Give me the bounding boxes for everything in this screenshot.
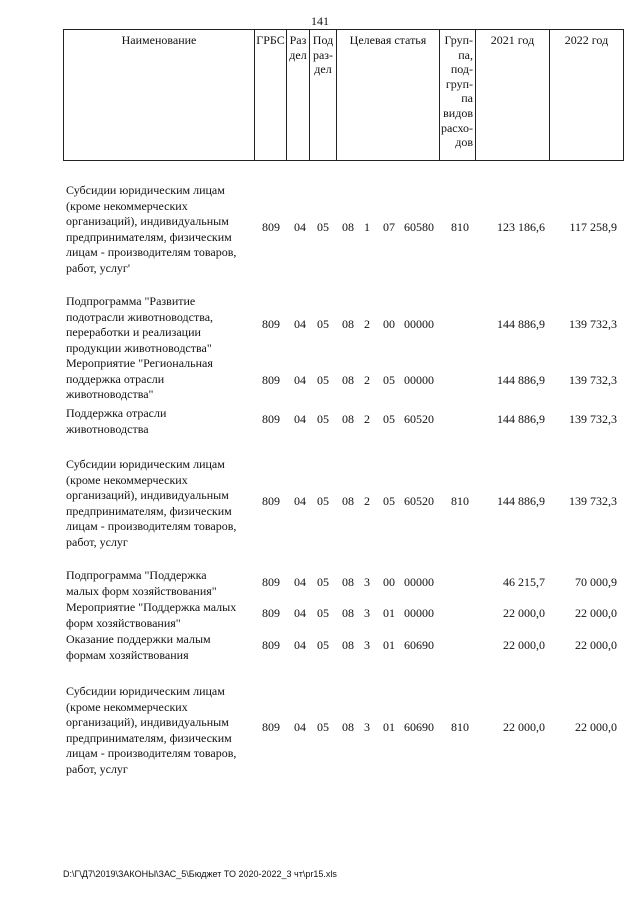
cell-s2022: 117 258,9: [569, 220, 617, 234]
cell-rz: 04: [294, 494, 306, 508]
cell-grbs: 809: [262, 220, 280, 234]
row-name: Субсидии юридическим лицам (кроме некоммерческих организаций), индивидуальным предпринимателям, физическим лицам - производителям товаров, работ, услуг: [66, 684, 237, 776]
cell-rz: 04: [294, 317, 306, 331]
cell-t2: 2: [364, 317, 370, 331]
row-name: Субсидии юридическим лицам (кроме некоммерческих организаций), индивидуальным предпринимателям, физическим лицам - производителям товаров, работ, услуг: [66, 457, 237, 549]
header-2021: 2021 год: [476, 30, 550, 160]
cell-s2021: 46 215,7: [503, 575, 545, 589]
cell-s2022: 139 732,3: [569, 373, 617, 387]
cell-pr: 05: [317, 638, 329, 652]
cell-s2022: 22 000,0: [575, 720, 617, 734]
cell-pr: 05: [317, 720, 329, 734]
cell-pr: 05: [317, 575, 329, 589]
cell-pr: 05: [317, 412, 329, 426]
cell-pr: 05: [317, 606, 329, 620]
cell-rz: 04: [294, 220, 306, 234]
cell-grbs: 809: [262, 575, 280, 589]
cell-s2022: 22 000,0: [575, 606, 617, 620]
cell-vr: 810: [451, 220, 469, 234]
file-path-footer: D:\Г\Д7\2019\ЗАКОНЫ\ЗАС_5\Бюджет ТО 2020-2022_3 чт\pr15.xls: [63, 869, 337, 879]
cell-rz: 04: [294, 575, 306, 589]
cell-t1: 08: [342, 606, 354, 620]
cell-t3: 05: [383, 412, 395, 426]
cell-s2022: 70 000,9: [575, 575, 617, 589]
cell-t4: 60520: [404, 412, 434, 426]
cell-t1: 08: [342, 373, 354, 387]
cell-t3: 01: [383, 606, 395, 620]
table-header: [63, 29, 624, 161]
cell-rz: 04: [294, 638, 306, 652]
cell-grbs: 809: [262, 412, 280, 426]
header-podrazdel: Под раз- дел: [310, 30, 337, 160]
cell-t2: 2: [364, 412, 370, 426]
cell-t1: 08: [342, 720, 354, 734]
cell-s2021: 22 000,0: [503, 638, 545, 652]
cell-t2: 1: [364, 220, 370, 234]
cell-s2021: 22 000,0: [503, 606, 545, 620]
cell-s2021: 144 886,9: [497, 494, 545, 508]
cell-rz: 04: [294, 606, 306, 620]
cell-grbs: 809: [262, 720, 280, 734]
cell-s2022: 139 732,3: [569, 412, 617, 426]
cell-grbs: 809: [262, 373, 280, 387]
row-name: Мероприятие "Поддержка малых форм хозяйствования": [66, 600, 237, 630]
cell-s2021: 144 886,9: [497, 317, 545, 331]
row-name: Субсидии юридическим лицам (кроме некоммерческих организаций), индивидуальным предпринимателям, физическим лицам - производителям товаров, работ, услуг': [66, 183, 237, 275]
cell-s2021: 144 886,9: [497, 412, 545, 426]
cell-s2022: 22 000,0: [575, 638, 617, 652]
cell-t3: 05: [383, 494, 395, 508]
cell-t3: 00: [383, 317, 395, 331]
row-name: Оказание поддержки малым формам хозяйствования: [66, 632, 211, 662]
cell-t2: 3: [364, 575, 370, 589]
cell-grbs: 809: [262, 494, 280, 508]
header-target: Целевая статья: [337, 30, 440, 160]
cell-t4: 60690: [404, 638, 434, 652]
cell-t4: 00000: [404, 317, 434, 331]
cell-t3: 05: [383, 373, 395, 387]
cell-rz: 04: [294, 720, 306, 734]
cell-t1: 08: [342, 412, 354, 426]
header-grbs: ГРБС: [255, 30, 287, 160]
cell-t4: 60690: [404, 720, 434, 734]
cell-t1: 08: [342, 638, 354, 652]
cell-t4: 00000: [404, 373, 434, 387]
cell-vr: 810: [451, 720, 469, 734]
cell-s2021: 144 886,9: [497, 373, 545, 387]
cell-t1: 08: [342, 575, 354, 589]
cell-grbs: 809: [262, 606, 280, 620]
cell-t1: 08: [342, 317, 354, 331]
cell-t3: 01: [383, 720, 395, 734]
row-name: Подпрограмма "Поддержка малых форм хозяйствования": [66, 568, 217, 598]
cell-t4: 60520: [404, 494, 434, 508]
cell-s2021: 123 186,6: [497, 220, 545, 234]
cell-t4: 60580: [404, 220, 434, 234]
cell-t2: 2: [364, 494, 370, 508]
row-name: Мероприятие "Региональная поддержка отрасли животноводства": [66, 356, 213, 401]
header-razdel: Раз дел: [287, 30, 310, 160]
row-name: Подпрограмма "Развитие подотрасли животноводства, переработки и реализации продукции животноводства": [66, 294, 214, 355]
cell-t2: 3: [364, 606, 370, 620]
cell-t4: 00000: [404, 575, 434, 589]
cell-t1: 08: [342, 220, 354, 234]
cell-grbs: 809: [262, 638, 280, 652]
cell-t1: 08: [342, 494, 354, 508]
cell-grbs: 809: [262, 317, 280, 331]
page-number: 141: [311, 14, 329, 28]
cell-rz: 04: [294, 412, 306, 426]
cell-s2022: 139 732,3: [569, 494, 617, 508]
cell-t3: 01: [383, 638, 395, 652]
cell-pr: 05: [317, 373, 329, 387]
cell-t3: 07: [383, 220, 395, 234]
cell-s2021: 22 000,0: [503, 720, 545, 734]
cell-s2022: 139 732,3: [569, 317, 617, 331]
cell-rz: 04: [294, 373, 306, 387]
cell-t2: 3: [364, 638, 370, 652]
cell-vr: 810: [451, 494, 469, 508]
cell-pr: 05: [317, 220, 329, 234]
cell-pr: 05: [317, 317, 329, 331]
header-2022: 2022 год: [550, 30, 624, 160]
header-name: Наименование: [63, 30, 255, 160]
cell-t3: 00: [383, 575, 395, 589]
cell-t2: 2: [364, 373, 370, 387]
cell-pr: 05: [317, 494, 329, 508]
cell-t2: 3: [364, 720, 370, 734]
cell-t4: 00000: [404, 606, 434, 620]
row-name: Поддержка отрасли животноводства: [66, 406, 167, 436]
header-group: Груп- па, под- груп- па видов расхо- дов: [440, 30, 476, 160]
